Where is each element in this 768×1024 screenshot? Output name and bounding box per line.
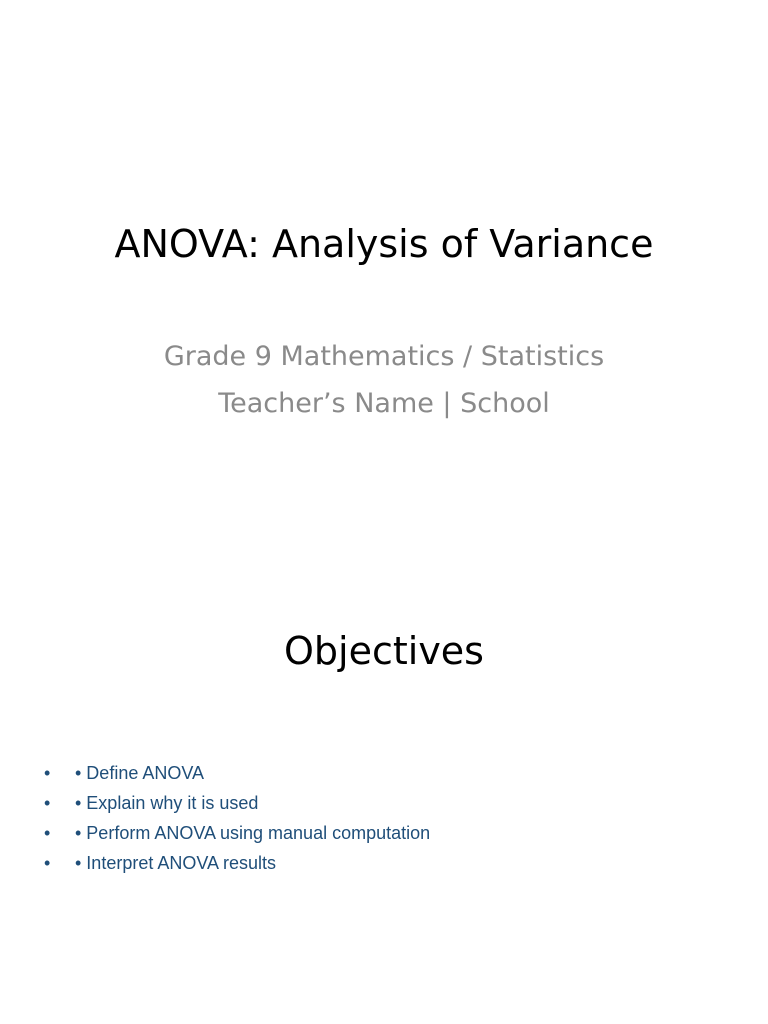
subtitle-line-teacher: Teacher’s Name | School <box>218 388 550 419</box>
bullet-icon: • <box>44 853 51 873</box>
objective-text: • Interpret ANOVA results <box>75 853 277 873</box>
objectives-title: Objectives <box>284 629 484 673</box>
objective-text: • Define ANOVA <box>75 763 205 783</box>
objective-text: • Explain why it is used <box>75 793 259 813</box>
objective-text: • Perform ANOVA using manual computation <box>75 823 431 843</box>
bullet-icon: • <box>44 763 51 783</box>
bullet-icon: • <box>44 793 51 813</box>
subtitle-line-course: Grade 9 Mathematics / Statistics <box>163 341 605 372</box>
slide-title: ANOVA: Analysis of Variance <box>114 222 654 266</box>
bullet-icon: • <box>44 823 51 843</box>
